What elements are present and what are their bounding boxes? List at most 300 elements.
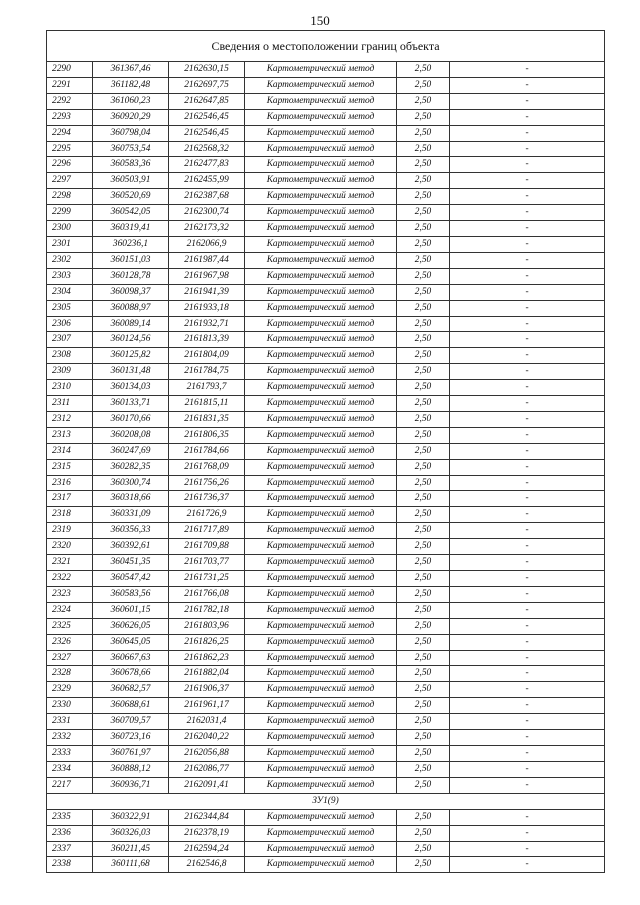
accuracy-cell: 2,50 [397, 650, 450, 666]
table-row [47, 475, 605, 491]
note-cell: - [450, 507, 605, 523]
y-coordinate-cell: 2162568,32 [169, 141, 245, 157]
point-number-cell: 2302 [47, 252, 93, 268]
y-coordinate-cell: 2162546,8 [169, 857, 245, 873]
accuracy-cell: 2,50 [397, 189, 450, 205]
accuracy-cell: 2,50 [397, 523, 450, 539]
x-coordinate-cell: 360282,35 [93, 459, 169, 475]
method-cell: Картометрический метод [245, 666, 397, 682]
method-cell: Картометрический метод [245, 618, 397, 634]
method-cell: Картометрический метод [245, 491, 397, 507]
page-number: 150 [310, 13, 330, 28]
accuracy-cell: 2,50 [397, 777, 450, 793]
note-cell: - [450, 157, 605, 173]
accuracy-cell: 2,50 [397, 364, 450, 380]
note-cell: - [450, 714, 605, 730]
x-coordinate-cell: 360583,36 [93, 157, 169, 173]
point-number-cell: 2333 [47, 745, 93, 761]
method-cell: Картометрический метод [245, 380, 397, 396]
table-row [47, 236, 605, 252]
point-number-cell: 2303 [47, 268, 93, 284]
point-number-cell: 2319 [47, 523, 93, 539]
note-cell: - [450, 427, 605, 443]
table-row [47, 745, 605, 761]
point-number-cell: 2334 [47, 761, 93, 777]
y-coordinate-cell: 2161815,11 [169, 396, 245, 412]
x-coordinate-cell: 360678,66 [93, 666, 169, 682]
method-cell: Картометрический метод [245, 332, 397, 348]
method-cell: Картометрический метод [245, 857, 397, 873]
accuracy-cell: 2,50 [397, 284, 450, 300]
point-number-cell: 2310 [47, 380, 93, 396]
x-coordinate-cell: 360319,41 [93, 221, 169, 237]
accuracy-cell: 2,50 [397, 236, 450, 252]
accuracy-cell: 2,50 [397, 809, 450, 825]
point-number-cell: 2329 [47, 682, 93, 698]
accuracy-cell: 2,50 [397, 825, 450, 841]
note-cell: - [450, 364, 605, 380]
table-row [47, 555, 605, 571]
x-coordinate-cell: 360723,16 [93, 730, 169, 746]
y-coordinate-cell: 2161782,18 [169, 602, 245, 618]
x-coordinate-cell: 360088,97 [93, 300, 169, 316]
method-cell: Картометрический метод [245, 507, 397, 523]
point-number-cell: 2331 [47, 714, 93, 730]
accuracy-cell: 2,50 [397, 268, 450, 284]
table-row [47, 77, 605, 93]
accuracy-cell: 2,50 [397, 666, 450, 682]
table-row [47, 523, 605, 539]
y-coordinate-cell: 2161726,9 [169, 507, 245, 523]
point-number-cell: 2314 [47, 443, 93, 459]
table-row [47, 841, 605, 857]
point-number-cell: 2320 [47, 539, 93, 555]
y-coordinate-cell: 2162091,41 [169, 777, 245, 793]
point-number-cell: 2317 [47, 491, 93, 507]
method-cell: Картометрический метод [245, 93, 397, 109]
point-number-cell: 2326 [47, 634, 93, 650]
note-cell: - [450, 730, 605, 746]
x-coordinate-cell: 360211,45 [93, 841, 169, 857]
x-coordinate-cell: 360753,54 [93, 141, 169, 157]
table-row [47, 396, 605, 412]
y-coordinate-cell: 2161826,25 [169, 634, 245, 650]
table-row [47, 714, 605, 730]
point-number-cell: 2217 [47, 777, 93, 793]
table-row [47, 539, 605, 555]
accuracy-cell: 2,50 [397, 77, 450, 93]
y-coordinate-cell: 2162300,74 [169, 205, 245, 221]
x-coordinate-cell: 360331,09 [93, 507, 169, 523]
point-number-cell: 2306 [47, 316, 93, 332]
note-cell: - [450, 809, 605, 825]
note-cell: - [450, 634, 605, 650]
table-row [47, 427, 605, 443]
note-cell: - [450, 841, 605, 857]
accuracy-cell: 2,50 [397, 380, 450, 396]
accuracy-cell: 2,50 [397, 443, 450, 459]
x-coordinate-cell: 360134,03 [93, 380, 169, 396]
method-cell: Картометрический метод [245, 682, 397, 698]
point-number-cell: 2292 [47, 93, 93, 109]
x-coordinate-cell: 360798,04 [93, 125, 169, 141]
y-coordinate-cell: 2162546,45 [169, 125, 245, 141]
table-row [47, 157, 605, 173]
method-cell: Картометрический метод [245, 809, 397, 825]
table-row [47, 602, 605, 618]
accuracy-cell: 2,50 [397, 761, 450, 777]
table-row [47, 205, 605, 221]
table-row [47, 666, 605, 682]
table-row [47, 332, 605, 348]
table-row [47, 364, 605, 380]
x-coordinate-cell: 360356,33 [93, 523, 169, 539]
method-cell: Картометрический метод [245, 443, 397, 459]
y-coordinate-cell: 2162173,32 [169, 221, 245, 237]
note-cell: - [450, 173, 605, 189]
x-coordinate-cell: 361182,48 [93, 77, 169, 93]
table-title-row [47, 31, 605, 62]
note-cell: - [450, 698, 605, 714]
x-coordinate-cell: 360098,37 [93, 284, 169, 300]
method-cell: Картометрический метод [245, 141, 397, 157]
point-number-cell: 2305 [47, 300, 93, 316]
point-number-cell: 2322 [47, 571, 93, 587]
accuracy-cell: 2,50 [397, 730, 450, 746]
y-coordinate-cell: 2161803,96 [169, 618, 245, 634]
point-number-cell: 2327 [47, 650, 93, 666]
table-row [47, 491, 605, 507]
table-row [47, 93, 605, 109]
note-cell: - [450, 491, 605, 507]
method-cell: Картометрический метод [245, 221, 397, 237]
method-cell: Картометрический метод [245, 268, 397, 284]
table-row [47, 857, 605, 873]
table-row [47, 459, 605, 475]
y-coordinate-cell: 2161804,09 [169, 348, 245, 364]
point-number-cell: 2328 [47, 666, 93, 682]
table-row [47, 698, 605, 714]
y-coordinate-cell: 2162378,19 [169, 825, 245, 841]
accuracy-cell: 2,50 [397, 857, 450, 873]
table-row [47, 348, 605, 364]
y-coordinate-cell: 2161813,39 [169, 332, 245, 348]
y-coordinate-cell: 2161862,23 [169, 650, 245, 666]
y-coordinate-cell: 2162647,85 [169, 93, 245, 109]
accuracy-cell: 2,50 [397, 507, 450, 523]
y-coordinate-cell: 2161736,37 [169, 491, 245, 507]
table-row [47, 650, 605, 666]
point-number-cell: 2311 [47, 396, 93, 412]
x-coordinate-cell: 360936,71 [93, 777, 169, 793]
method-cell: Картометрический метод [245, 777, 397, 793]
y-coordinate-cell: 2161906,37 [169, 682, 245, 698]
accuracy-cell: 2,50 [397, 221, 450, 237]
section-label: ЗУ1(9) [47, 793, 605, 809]
method-cell: Картометрический метод [245, 411, 397, 427]
table-row [47, 634, 605, 650]
method-cell: Картометрический метод [245, 316, 397, 332]
point-number-cell: 2330 [47, 698, 93, 714]
x-coordinate-cell: 360300,74 [93, 475, 169, 491]
x-coordinate-cell: 360208,08 [93, 427, 169, 443]
y-coordinate-cell: 2162056,88 [169, 745, 245, 761]
point-number-cell: 2318 [47, 507, 93, 523]
y-coordinate-cell: 2161768,09 [169, 459, 245, 475]
table-row [47, 571, 605, 587]
note-cell: - [450, 125, 605, 141]
method-cell: Картометрический метод [245, 555, 397, 571]
y-coordinate-cell: 2161967,98 [169, 268, 245, 284]
table-row [47, 141, 605, 157]
point-number-cell: 2336 [47, 825, 93, 841]
note-cell: - [450, 411, 605, 427]
y-coordinate-cell: 2162344,84 [169, 809, 245, 825]
point-number-cell: 2299 [47, 205, 93, 221]
note-cell: - [450, 857, 605, 873]
x-coordinate-cell: 360131,48 [93, 364, 169, 380]
note-cell: - [450, 141, 605, 157]
method-cell: Картометрический метод [245, 459, 397, 475]
point-number-cell: 2325 [47, 618, 93, 634]
table-row [47, 62, 605, 78]
accuracy-cell: 2,50 [397, 841, 450, 857]
x-coordinate-cell: 360318,66 [93, 491, 169, 507]
accuracy-cell: 2,50 [397, 205, 450, 221]
x-coordinate-cell: 360392,61 [93, 539, 169, 555]
table-row [47, 300, 605, 316]
point-number-cell: 2312 [47, 411, 93, 427]
method-cell: Картометрический метод [245, 157, 397, 173]
point-number-cell: 2337 [47, 841, 93, 857]
x-coordinate-cell: 360667,63 [93, 650, 169, 666]
note-cell: - [450, 380, 605, 396]
table-row [47, 761, 605, 777]
method-cell: Картометрический метод [245, 284, 397, 300]
table-row [47, 777, 605, 793]
table-row [47, 221, 605, 237]
x-coordinate-cell: 360645,05 [93, 634, 169, 650]
x-coordinate-cell: 360326,03 [93, 825, 169, 841]
method-cell: Картометрический метод [245, 634, 397, 650]
note-cell: - [450, 475, 605, 491]
y-coordinate-cell: 2162697,75 [169, 77, 245, 93]
method-cell: Картометрический метод [245, 730, 397, 746]
y-coordinate-cell: 2162031,4 [169, 714, 245, 730]
x-coordinate-cell: 360920,29 [93, 109, 169, 125]
method-cell: Картометрический метод [245, 77, 397, 93]
point-number-cell: 2313 [47, 427, 93, 443]
x-coordinate-cell: 360888,12 [93, 761, 169, 777]
point-number-cell: 2301 [47, 236, 93, 252]
note-cell: - [450, 189, 605, 205]
x-coordinate-cell: 360583,56 [93, 586, 169, 602]
y-coordinate-cell: 2162387,68 [169, 189, 245, 205]
note-cell: - [450, 459, 605, 475]
accuracy-cell: 2,50 [397, 586, 450, 602]
point-number-cell: 2304 [47, 284, 93, 300]
table-row [47, 809, 605, 825]
x-coordinate-cell: 360601,15 [93, 602, 169, 618]
method-cell: Картометрический метод [245, 825, 397, 841]
note-cell: - [450, 396, 605, 412]
accuracy-cell: 2,50 [397, 618, 450, 634]
point-number-cell: 2324 [47, 602, 93, 618]
y-coordinate-cell: 2162066,9 [169, 236, 245, 252]
note-cell: - [450, 761, 605, 777]
method-cell: Картометрический метод [245, 571, 397, 587]
boundary-coordinates-table [46, 30, 605, 873]
x-coordinate-cell: 360128,78 [93, 268, 169, 284]
x-coordinate-cell: 360520,69 [93, 189, 169, 205]
x-coordinate-cell: 360503,91 [93, 173, 169, 189]
table-row [47, 443, 605, 459]
y-coordinate-cell: 2162594,24 [169, 841, 245, 857]
accuracy-cell: 2,50 [397, 300, 450, 316]
point-number-cell: 2294 [47, 125, 93, 141]
y-coordinate-cell: 2161766,08 [169, 586, 245, 602]
accuracy-cell: 2,50 [397, 745, 450, 761]
table-row [47, 586, 605, 602]
table-row [47, 380, 605, 396]
method-cell: Картометрический метод [245, 396, 397, 412]
y-coordinate-cell: 2162630,15 [169, 62, 245, 78]
y-coordinate-cell: 2161756,26 [169, 475, 245, 491]
note-cell: - [450, 332, 605, 348]
point-number-cell: 2321 [47, 555, 93, 571]
accuracy-cell: 2,50 [397, 332, 450, 348]
accuracy-cell: 2,50 [397, 252, 450, 268]
table-row [47, 252, 605, 268]
accuracy-cell: 2,50 [397, 602, 450, 618]
method-cell: Картометрический метод [245, 62, 397, 78]
method-cell: Картометрический метод [245, 205, 397, 221]
y-coordinate-cell: 2161703,77 [169, 555, 245, 571]
accuracy-cell: 2,50 [397, 62, 450, 78]
method-cell: Картометрический метод [245, 714, 397, 730]
y-coordinate-cell: 2161784,66 [169, 443, 245, 459]
note-cell: - [450, 77, 605, 93]
x-coordinate-cell: 360133,71 [93, 396, 169, 412]
note-cell: - [450, 252, 605, 268]
table-row [47, 730, 605, 746]
table-row [47, 411, 605, 427]
table-row [47, 825, 605, 841]
note-cell: - [450, 205, 605, 221]
note-cell: - [450, 825, 605, 841]
table-row [47, 682, 605, 698]
accuracy-cell: 2,50 [397, 475, 450, 491]
x-coordinate-cell: 360322,91 [93, 809, 169, 825]
accuracy-cell: 2,50 [397, 157, 450, 173]
x-coordinate-cell: 360124,56 [93, 332, 169, 348]
x-coordinate-cell: 360626,05 [93, 618, 169, 634]
accuracy-cell: 2,50 [397, 682, 450, 698]
point-number-cell: 2295 [47, 141, 93, 157]
y-coordinate-cell: 2161793,7 [169, 380, 245, 396]
accuracy-cell: 2,50 [397, 539, 450, 555]
accuracy-cell: 2,50 [397, 698, 450, 714]
point-number-cell: 2335 [47, 809, 93, 825]
note-cell: - [450, 221, 605, 237]
y-coordinate-cell: 2162455,99 [169, 173, 245, 189]
accuracy-cell: 2,50 [397, 173, 450, 189]
method-cell: Картометрический метод [245, 364, 397, 380]
note-cell: - [450, 236, 605, 252]
method-cell: Картометрический метод [245, 523, 397, 539]
note-cell: - [450, 284, 605, 300]
x-coordinate-cell: 360247,69 [93, 443, 169, 459]
note-cell: - [450, 602, 605, 618]
note-cell: - [450, 93, 605, 109]
y-coordinate-cell: 2161961,17 [169, 698, 245, 714]
note-cell: - [450, 539, 605, 555]
y-coordinate-cell: 2161717,89 [169, 523, 245, 539]
method-cell: Картометрический метод [245, 236, 397, 252]
accuracy-cell: 2,50 [397, 396, 450, 412]
note-cell: - [450, 523, 605, 539]
x-coordinate-cell: 360709,57 [93, 714, 169, 730]
accuracy-cell: 2,50 [397, 109, 450, 125]
y-coordinate-cell: 2161933,18 [169, 300, 245, 316]
method-cell: Картометрический метод [245, 348, 397, 364]
y-coordinate-cell: 2162477,83 [169, 157, 245, 173]
point-number-cell: 2323 [47, 586, 93, 602]
y-coordinate-cell: 2161882,04 [169, 666, 245, 682]
table-row [47, 173, 605, 189]
y-coordinate-cell: 2162040,22 [169, 730, 245, 746]
accuracy-cell: 2,50 [397, 491, 450, 507]
y-coordinate-cell: 2161941,39 [169, 284, 245, 300]
accuracy-cell: 2,50 [397, 93, 450, 109]
point-number-cell: 2307 [47, 332, 93, 348]
table-title: Сведения о местоположении границ объекта [47, 31, 605, 62]
y-coordinate-cell: 2161731,25 [169, 571, 245, 587]
x-coordinate-cell: 360111,68 [93, 857, 169, 873]
y-coordinate-cell: 2161987,44 [169, 252, 245, 268]
note-cell: - [450, 109, 605, 125]
point-number-cell: 2290 [47, 62, 93, 78]
note-cell: - [450, 268, 605, 284]
accuracy-cell: 2,50 [397, 634, 450, 650]
y-coordinate-cell: 2161831,35 [169, 411, 245, 427]
point-number-cell: 2297 [47, 173, 93, 189]
table-row [47, 189, 605, 205]
note-cell: - [450, 618, 605, 634]
method-cell: Картометрический метод [245, 125, 397, 141]
point-number-cell: 2338 [47, 857, 93, 873]
note-cell: - [450, 300, 605, 316]
x-coordinate-cell: 360688,61 [93, 698, 169, 714]
point-number-cell: 2291 [47, 77, 93, 93]
note-cell: - [450, 62, 605, 78]
y-coordinate-cell: 2161806,35 [169, 427, 245, 443]
table-row [47, 316, 605, 332]
note-cell: - [450, 316, 605, 332]
x-coordinate-cell: 360542,05 [93, 205, 169, 221]
point-number-cell: 2315 [47, 459, 93, 475]
method-cell: Картометрический метод [245, 745, 397, 761]
method-cell: Картометрический метод [245, 173, 397, 189]
point-number-cell: 2296 [47, 157, 93, 173]
point-number-cell: 2298 [47, 189, 93, 205]
y-coordinate-cell: 2161709,88 [169, 539, 245, 555]
method-cell: Картометрический метод [245, 109, 397, 125]
method-cell: Картометрический метод [245, 189, 397, 205]
section-row [47, 793, 605, 809]
accuracy-cell: 2,50 [397, 141, 450, 157]
note-cell: - [450, 650, 605, 666]
